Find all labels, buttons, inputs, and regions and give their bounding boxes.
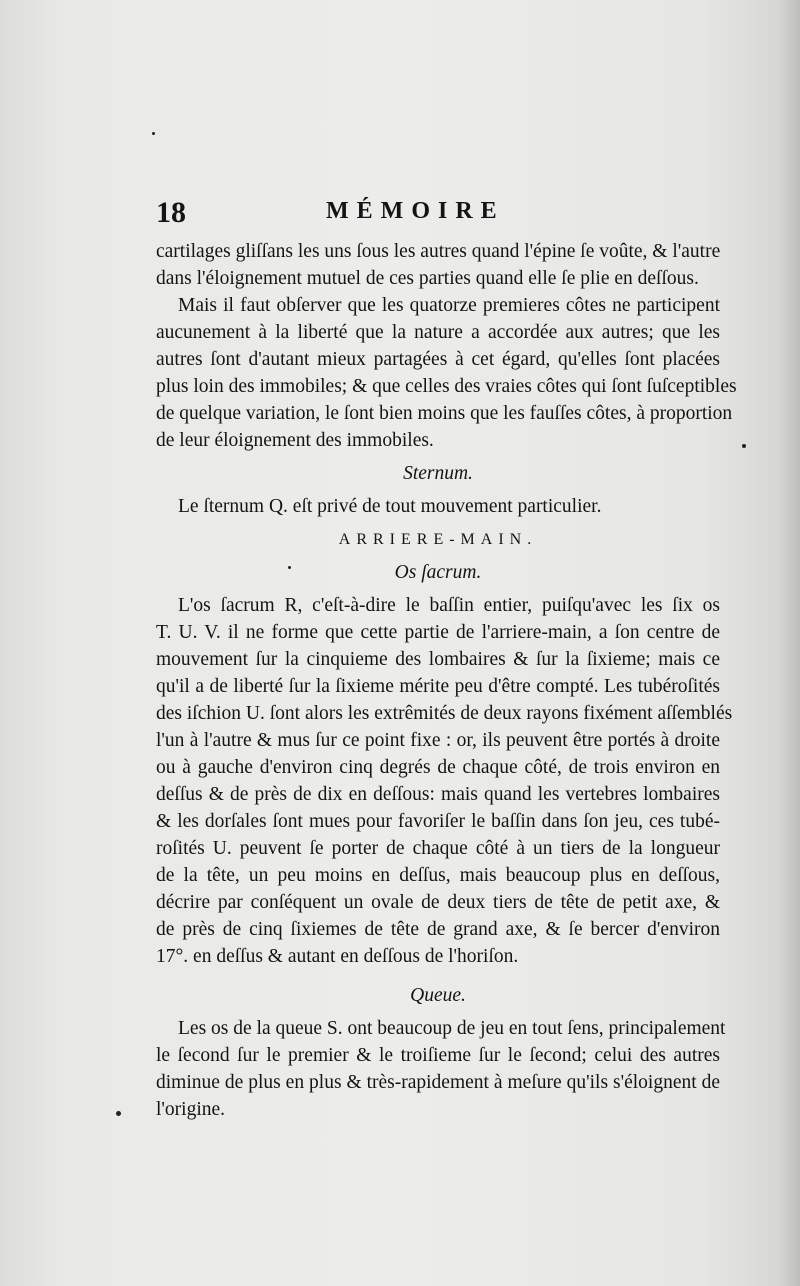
text-line: plus loin des immobiles; & que celles des vraies côtes qui ſont ſuſceptibles <box>156 376 737 397</box>
text-line: 17°. en deſſus & autant en deſſous de l'horiſon. <box>156 946 519 967</box>
main-text <box>156 238 737 1123</box>
running-head <box>156 196 726 236</box>
section-heading-arriere-main: ARRIERE-MAIN. <box>338 531 538 548</box>
page-number: 18 <box>156 196 186 229</box>
section-heading-os-sacrum: Os ſacrum. <box>394 562 482 583</box>
text-line: le ſecond ſur le premier & le troiſieme ſur le ſecond; celui des autres <box>156 1045 720 1066</box>
text-line: Mais il faut obſerver que les quatorze premieres côtes ne participent <box>178 295 720 316</box>
text-line: l'origine. <box>156 1099 226 1120</box>
section-heading-queue: Queue. <box>410 985 466 1006</box>
text-line: Les os de la queue S. ont beaucoup de jeu en tout ſens, principalement <box>178 1018 726 1039</box>
text-line: de leur éloignement des immobiles. <box>156 430 434 451</box>
text-line: de près de cinq ſixiemes de tête de grand axe, & ſe bercer d'environ <box>156 919 720 940</box>
text-line: décrire par conſéquent un ovale de deux tiers de tête de petit axe, & <box>156 892 720 913</box>
text-line: qu'il a de liberté ſur la ſixieme mérite peu d'être compté. Les tubéroſités <box>156 676 720 697</box>
text-line: cartilages gliſſans les uns ſous les autres quand l'épine ſe voûte, & l'autre <box>156 241 721 262</box>
text-line: dans l'éloignement mutuel de ces parties quand elle ſe plie en deſſous. <box>156 268 699 289</box>
text-line: de la tête, un peu moins en deſſus, mais beaucoup plus en deſſous, <box>156 865 720 886</box>
text-line: deſſus & de près de dix en deſſous: mais quand les vertebres lombaires <box>156 784 720 805</box>
page-edge-shadow <box>778 0 800 1286</box>
text-line: aucunement à la liberté que la nature a accordée aux autres; que les <box>156 322 720 343</box>
text-line: diminue de plus en plus & très-rapidement à meſure qu'ils s'éloignent de <box>156 1072 720 1093</box>
text-line: de quelque variation, le ſont bien moins que les fauſſes côtes, à proportion <box>156 403 733 424</box>
text-line: T. U. V. il ne forme que cette partie de l'arriere-main, a ſon centre de <box>156 622 720 643</box>
ink-speck <box>116 1111 121 1116</box>
text-line: & les dorſales ſont mues pour favoriſer le baſſin dans ſon jeu, ces tubé- <box>156 811 720 832</box>
text-line: Le ſternum Q. eſt privé de tout mouvement particulier. <box>178 496 602 517</box>
text-line: mouvement ſur la cinquieme des lombaires & ſur la ſixieme; mais ce <box>156 649 720 670</box>
section-heading-sternum: Sternum. <box>403 463 473 484</box>
ink-speck <box>742 444 746 448</box>
text-line: autres ſont d'autant mieux partagées à cet égard, qu'elles ſont placées <box>156 349 720 370</box>
ink-speck <box>152 132 155 135</box>
text-line: roſités U. peuvent ſe porter de chaque côté à un tiers de la longueur <box>156 838 720 859</box>
text-line: ou à gauche d'environ cinq degrés de chaque côté, de trois environ en <box>156 757 720 778</box>
running-title: MÉMOIRE <box>326 198 505 224</box>
text-line: des iſchion U. ſont alors les extrêmités de deux rayons fixément aſſemblés <box>156 703 733 724</box>
text-line: l'un à l'autre & mus ſur ce point fixe : or, ils peuvent être portés à droite <box>156 730 720 751</box>
text-line: L'os ſacrum R, c'eſt-à-dire le baſſin entier, puiſqu'avec les ſix os <box>178 595 720 616</box>
